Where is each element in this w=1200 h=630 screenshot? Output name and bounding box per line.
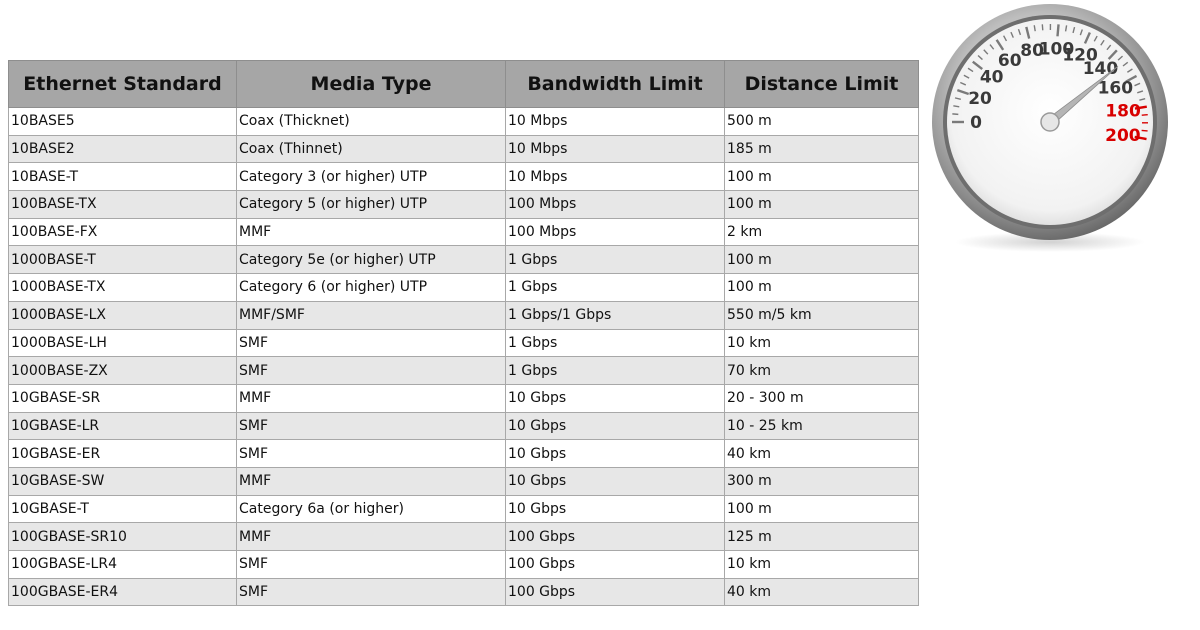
gauge-tick [1057,24,1058,36]
table-row [9,191,919,219]
gauge-label: 60 [997,50,1022,71]
cell-distance-limit: 100 m [725,246,919,274]
table-row [9,467,919,495]
cell-distance-limit: 100 m [725,274,919,302]
cell-media-type: MMF [237,218,506,246]
cell-ethernet-standard: 100GBASE-ER4 [9,578,237,606]
cell-distance-limit: 10 km [725,551,919,579]
cell-bandwidth-limit: 100 Gbps [506,523,725,551]
gauge-tick [1142,130,1148,131]
table-row [9,163,919,191]
cell-media-type: Category 6 (or higher) UTP [237,274,506,302]
cell-bandwidth-limit: 10 Gbps [506,412,725,440]
gauge-tick [953,106,959,107]
table-row [9,108,919,136]
cell-bandwidth-limit: 1 Gbps [506,246,725,274]
cell-ethernet-standard: 10BASE-T [9,163,237,191]
speedometer-icon [925,0,1175,260]
cell-media-type: Category 3 (or higher) UTP [237,163,506,191]
cell-distance-limit: 70 km [725,357,919,385]
cell-media-type: Category 5e (or higher) UTP [237,246,506,274]
cell-media-type: MMF/SMF [237,301,506,329]
cell-ethernet-standard: 1000BASE-LH [9,329,237,357]
cell-media-type: SMF [237,440,506,468]
cell-media-type: SMF [237,412,506,440]
header-media-type: Media Type [237,61,506,108]
table-row [9,246,919,274]
cell-bandwidth-limit: 10 Gbps [506,495,725,523]
gauge-label: 80 [1020,41,1044,62]
gauge-label: 200 [1105,125,1141,146]
cell-distance-limit: 100 m [725,191,919,219]
cell-distance-limit: 550 m/5 km [725,301,919,329]
cell-media-type: SMF [237,551,506,579]
cell-ethernet-standard: 1000BASE-TX [9,274,237,302]
table-row [9,412,919,440]
gauge-label: 0 [970,113,982,133]
table-row [9,357,919,385]
table-row [9,274,919,302]
header-bandwidth-limit: Bandwidth Limit [506,61,725,108]
cell-ethernet-standard: 100GBASE-LR4 [9,551,237,579]
cell-media-type: Coax (Thinnet) [237,135,506,163]
table-row [9,440,919,468]
cell-bandwidth-limit: 1 Gbps [506,357,725,385]
cell-bandwidth-limit: 10 Mbps [506,163,725,191]
table-row [9,495,919,523]
cell-media-type: Category 5 (or higher) UTP [237,191,506,219]
cell-ethernet-standard: 100BASE-FX [9,218,237,246]
table-row [9,329,919,357]
cell-distance-limit: 2 km [725,218,919,246]
table-row [9,551,919,579]
gauge-label: 120 [1062,45,1098,66]
cell-ethernet-standard: 1000BASE-LX [9,301,237,329]
cell-ethernet-standard: 1000BASE-ZX [9,357,237,385]
cell-media-type: Coax (Thicknet) [237,108,506,136]
cell-bandwidth-limit: 100 Mbps [506,218,725,246]
needle-hub [1041,113,1059,131]
cell-distance-limit: 100 m [725,495,919,523]
cell-media-type: MMF [237,384,506,412]
cell-distance-limit: 500 m [725,108,919,136]
cell-ethernet-standard: 10GBASE-SR [9,384,237,412]
cell-ethernet-standard: 10GBASE-LR [9,412,237,440]
table-header [9,61,919,108]
ethernet-standards-table [8,60,919,606]
cell-bandwidth-limit: 100 Mbps [506,191,725,219]
cell-media-type: SMF [237,578,506,606]
table-body [9,108,919,606]
cell-distance-limit: 10 km [725,329,919,357]
table-row [9,523,919,551]
cell-bandwidth-limit: 10 Gbps [506,467,725,495]
cell-media-type: SMF [237,329,506,357]
cell-distance-limit: 125 m [725,523,919,551]
cell-distance-limit: 185 m [725,135,919,163]
cell-bandwidth-limit: 100 Gbps [506,578,725,606]
cell-distance-limit: 10 - 25 km [725,412,919,440]
table-row [9,135,919,163]
cell-media-type: MMF [237,467,506,495]
cell-ethernet-standard: 100BASE-TX [9,191,237,219]
cell-media-type: MMF [237,523,506,551]
cell-ethernet-standard: 100GBASE-SR10 [9,523,237,551]
header-distance-limit: Distance Limit [725,61,919,108]
cell-bandwidth-limit: 10 Mbps [506,135,725,163]
header-ethernet-standard: Ethernet Standard [9,61,237,108]
gauge-label: 100 [1038,39,1075,60]
cell-ethernet-standard: 10GBASE-ER [9,440,237,468]
cell-ethernet-standard: 10GBASE-T [9,495,237,523]
table-row [9,301,919,329]
cell-distance-limit: 300 m [725,467,919,495]
cell-distance-limit: 100 m [725,163,919,191]
gauge-label: 180 [1105,101,1141,122]
cell-media-type: SMF [237,357,506,385]
cell-ethernet-standard: 10BASE5 [9,108,237,136]
table-row [9,578,919,606]
cell-ethernet-standard: 10GBASE-SW [9,467,237,495]
gauge-label: 140 [1082,58,1119,79]
cell-bandwidth-limit: 10 Gbps [506,440,725,468]
cell-bandwidth-limit: 1 Gbps [506,274,725,302]
gauge-tick [1034,25,1035,31]
table-row [9,218,919,246]
header-row [9,61,919,108]
cell-bandwidth-limit: 10 Gbps [506,384,725,412]
cell-bandwidth-limit: 1 Gbps [506,329,725,357]
cell-media-type: Category 6a (or higher) [237,495,506,523]
cell-bandwidth-limit: 10 Mbps [506,108,725,136]
cell-distance-limit: 40 km [725,578,919,606]
cell-ethernet-standard: 1000BASE-T [9,246,237,274]
cell-ethernet-standard: 10BASE2 [9,135,237,163]
cell-distance-limit: 40 km [725,440,919,468]
cell-distance-limit: 20 - 300 m [725,384,919,412]
cell-bandwidth-limit: 1 Gbps/1 Gbps [506,301,725,329]
cell-bandwidth-limit: 100 Gbps [506,551,725,579]
gauge-label: 160 [1097,78,1134,99]
gauge-label: 40 [979,67,1004,88]
gauge-label: 20 [968,88,992,109]
table-row [9,384,919,412]
